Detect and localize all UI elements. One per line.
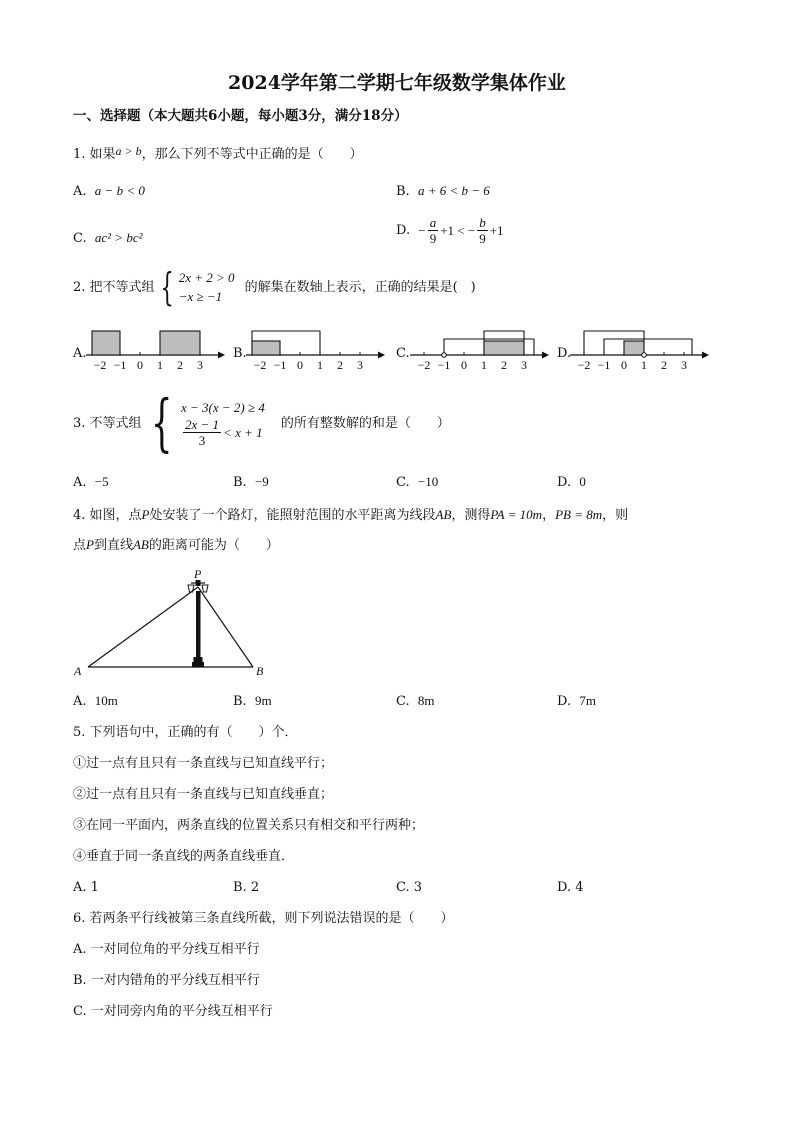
- option-label: A.: [73, 475, 87, 490]
- option-text: 0: [579, 474, 586, 489]
- option-label: C.: [396, 475, 410, 490]
- q1-option-a[interactable]: [73, 184, 145, 198]
- number-line-b: [246, 325, 386, 375]
- text: 到直线: [93, 538, 133, 553]
- axis-arrow-icon: [702, 352, 709, 359]
- option-label: C.: [396, 694, 410, 709]
- tick-label: 3: [357, 358, 363, 372]
- tick-label: 2: [177, 358, 183, 372]
- q4-option-b[interactable]: [233, 694, 272, 708]
- q5-statement-3: ③在同一平面内，两条直线的位置关系只有相交和平行两种；: [73, 818, 425, 833]
- question-4-line-1: [73, 508, 628, 522]
- question-6-stem: 6. 若两条平行线被第三条直线所截，则下列说法错误的是（ ）: [73, 911, 454, 926]
- text: 的距离可能为（ ）: [148, 538, 279, 553]
- axis-arrow-icon: [378, 352, 385, 359]
- tick-label: 1: [157, 358, 163, 372]
- shaded-region: [252, 341, 280, 355]
- q5-option-c[interactable]: C. 3: [396, 880, 423, 895]
- option-text: −10: [417, 474, 439, 489]
- tick-label: 2: [661, 358, 667, 372]
- text: 点: [73, 538, 87, 553]
- tick-label: 1: [641, 358, 647, 372]
- tick-label: 2: [501, 358, 507, 372]
- text: ，: [542, 508, 556, 523]
- option-text: +1: [489, 223, 504, 238]
- range-bracket-lower: [604, 339, 692, 355]
- system-row-2-tail: < x + 1: [223, 425, 263, 440]
- q1-option-b[interactable]: [396, 184, 490, 198]
- question-3-stem: [73, 386, 450, 459]
- q4-option-a[interactable]: [73, 694, 118, 708]
- page-title: 2024学年第二学期七年级数学集体作业: [228, 72, 566, 94]
- inequality-system: [155, 265, 235, 309]
- tick-label: 3: [197, 358, 203, 372]
- number-line-a: [86, 325, 226, 375]
- question-5-stem: 5. 下列语句中，正确的有（ ）个．: [73, 725, 298, 740]
- fraction-2x-1-over-3: [183, 418, 221, 447]
- shaded-region-left: [92, 331, 120, 355]
- q2-option-a[interactable]: A.: [73, 346, 87, 361]
- left-brace-icon: {: [159, 265, 174, 309]
- q2-suffix: 的解集在数轴上表示，正确的结果是( ): [244, 279, 476, 295]
- q5-statement-4: ④垂直于同一条直线的两条直线垂直．: [73, 849, 295, 864]
- q6-option-c[interactable]: C. 一对同旁内角的平分线互相平行: [73, 1004, 273, 1019]
- system-row-1: x − 3(x − 2) ≥ 4: [181, 400, 265, 415]
- q4-option-d[interactable]: [557, 694, 596, 708]
- system-row-2: [181, 418, 265, 447]
- label-a: A: [74, 664, 82, 678]
- q3-option-b[interactable]: [233, 475, 269, 489]
- q1-prefix: 1. 如果: [73, 147, 116, 162]
- q3-prefix: 3. 不等式组: [73, 415, 142, 431]
- q1-option-c[interactable]: [73, 231, 143, 245]
- option-text: −5: [94, 474, 109, 489]
- shaded-region: [624, 341, 644, 355]
- segment-pa-line: [88, 587, 198, 667]
- tick-label: 0: [137, 358, 143, 372]
- q1-suffix: ，那么下列不等式中正确的是（ ）: [141, 147, 363, 162]
- q3-option-a[interactable]: [73, 475, 109, 489]
- segment-ab: AB: [435, 507, 452, 522]
- fraction-a-over-9: [428, 216, 439, 245]
- q5-option-b[interactable]: B. 2: [233, 880, 260, 895]
- text: 4. 如图，点: [73, 508, 142, 523]
- q2-option-b[interactable]: B.: [233, 346, 247, 361]
- tick-label: −2: [253, 358, 267, 372]
- tick-label: −1: [597, 358, 611, 372]
- q4-option-c[interactable]: [396, 694, 435, 708]
- q1-condition: a > b: [115, 144, 142, 158]
- streetlight-icon: [188, 580, 208, 667]
- option-text: −: [418, 223, 426, 238]
- tick-label: −1: [437, 358, 451, 372]
- q2-option-d[interactable]: D.: [557, 346, 572, 361]
- number-line-d: [570, 325, 710, 375]
- segment-ab: AB: [132, 537, 149, 552]
- q5-statement-1: ①过一点有且只有一条直线与已知直线平行；: [73, 756, 334, 771]
- tick-label: −2: [93, 358, 107, 372]
- option-text: 7m: [579, 693, 596, 708]
- q3-option-c[interactable]: [396, 475, 438, 489]
- tick-label: −2: [417, 358, 431, 372]
- q1-option-d[interactable]: [396, 216, 504, 245]
- segment-pb-line: [198, 587, 253, 667]
- system-row-2: −x ≥ −1: [178, 289, 223, 304]
- tick-label: 0: [621, 358, 627, 372]
- denominator: 9: [479, 231, 486, 246]
- tick-label: 0: [297, 358, 303, 372]
- q5-option-d[interactable]: D. 4: [557, 880, 584, 895]
- option-label: D.: [396, 223, 411, 238]
- question-4-line-2: [73, 538, 279, 552]
- option-label: B.: [233, 694, 247, 709]
- text: ，测得: [451, 508, 491, 523]
- tick-label: −1: [113, 358, 127, 372]
- option-text: −9: [254, 474, 269, 489]
- open-endpoint: [442, 353, 447, 358]
- tick-label: 1: [481, 358, 487, 372]
- denominator: 9: [429, 231, 437, 246]
- label-p: P: [194, 567, 202, 581]
- tick-label: 3: [521, 358, 527, 372]
- q6-option-a[interactable]: A. 一对同位角的平分线互相平行: [73, 942, 260, 957]
- text: ，则: [602, 508, 629, 523]
- axis-arrow-icon: [218, 352, 225, 359]
- q3-option-d[interactable]: [557, 475, 586, 489]
- fraction-b-over-9: [477, 216, 488, 245]
- section-heading: 一、选择题（本大题共6小题，每小题3分，满分18分）: [73, 108, 408, 124]
- q6-option-b[interactable]: B. 一对内错角的平分线互相平行: [73, 973, 260, 988]
- tick-label: 3: [681, 358, 687, 372]
- option-label: B.: [396, 184, 410, 199]
- question-1-stem: [73, 144, 363, 162]
- system-row-1: 2x + 2 > 0: [178, 270, 235, 285]
- option-label: B.: [233, 475, 247, 490]
- option-label: D.: [557, 694, 572, 709]
- label-b: B: [256, 664, 264, 678]
- denominator: 3: [198, 433, 206, 448]
- tick-label: −2: [577, 358, 591, 372]
- option-text: 9m: [254, 693, 272, 708]
- option-text: +1 < −: [440, 223, 476, 238]
- shaded-region: [484, 341, 524, 355]
- q5-option-a[interactable]: A. 1: [73, 880, 99, 895]
- text: 处安装了一个路灯，能照射范围的水平距离为线段: [149, 508, 436, 523]
- option-text: 10m: [94, 693, 118, 708]
- tick-label: 1: [317, 358, 323, 372]
- shaded-region-right: [160, 331, 200, 355]
- point-p: P: [86, 537, 94, 552]
- option-text: ac² > bc²: [94, 230, 143, 245]
- streetlight-figure: [70, 565, 280, 680]
- tick-label: −1: [273, 358, 287, 372]
- q3-suffix: 的所有整数解的和是（ ）: [280, 415, 450, 431]
- tick-label: 2: [337, 358, 343, 372]
- option-label: C.: [73, 231, 87, 246]
- pb-measure: PB = 8m: [555, 507, 603, 522]
- axis-arrow-icon: [542, 352, 549, 359]
- question-2-stem: [73, 265, 476, 309]
- option-label: A.: [73, 694, 87, 709]
- inequality-system: [142, 386, 265, 459]
- tick-label: 0: [461, 358, 467, 372]
- option-text: 8m: [417, 693, 435, 708]
- q2-option-c[interactable]: C.: [396, 346, 410, 361]
- numerator: a: [429, 215, 437, 230]
- q2-prefix: 2. 把不等式组: [73, 279, 155, 295]
- option-text: a − b < 0: [94, 183, 145, 198]
- option-label: D.: [557, 475, 572, 490]
- pa-measure: PA = 10m: [490, 507, 543, 522]
- option-text: a + 6 < b − 6: [417, 183, 490, 198]
- option-label: A.: [73, 184, 87, 199]
- open-endpoint: [642, 353, 647, 358]
- numerator: b: [479, 215, 486, 230]
- point-p: P: [141, 507, 150, 522]
- number-line-c: [410, 325, 550, 375]
- q5-statement-2: ②过一点有且只有一条直线与已知直线垂直；: [73, 787, 334, 802]
- numerator: 2x − 1: [185, 417, 220, 432]
- left-brace-icon: {: [150, 386, 173, 459]
